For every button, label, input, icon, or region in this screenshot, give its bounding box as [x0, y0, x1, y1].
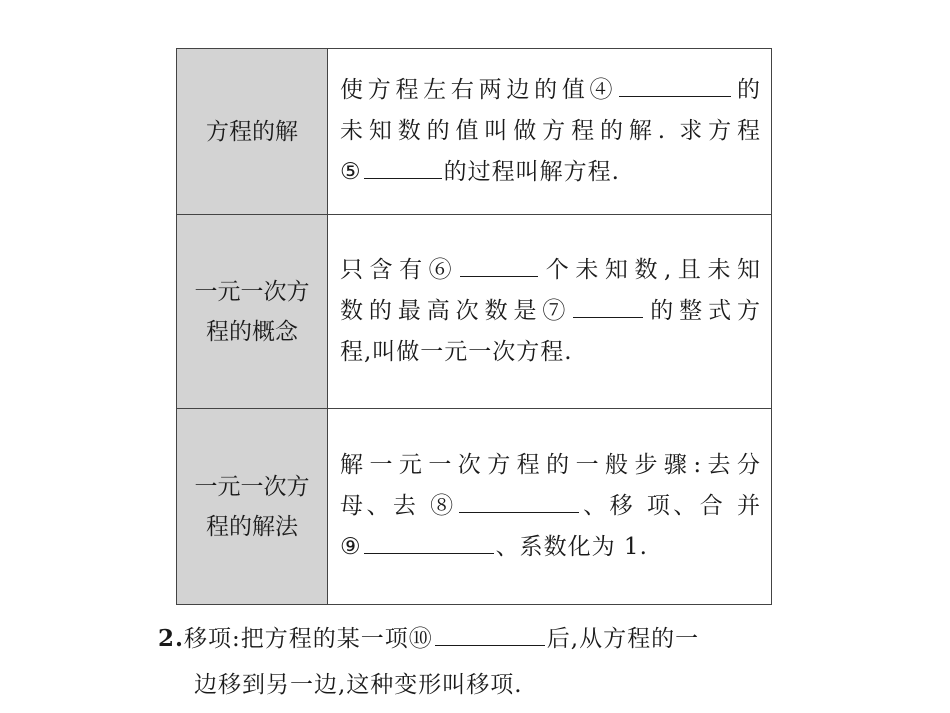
term-label: 方程的解 — [206, 118, 298, 145]
definition-cell — [328, 215, 772, 409]
definition-line: 解一元一次方程的一般步骤:去分 — [340, 452, 761, 478]
definition-text: 使方程左右两边的值④ — [340, 77, 618, 103]
definition-text: 的过程叫解方程. — [443, 159, 620, 185]
definition-cell — [328, 409, 772, 605]
term-label: 一元一次方 — [194, 473, 310, 500]
question-item-2 — [158, 616, 808, 708]
item-number: 2. — [158, 625, 185, 652]
definition-line — [340, 291, 761, 332]
fill-in-blank-4[interactable] — [619, 72, 731, 97]
term-label: 一元一次方 — [194, 278, 310, 305]
question-text: 移项:把方程的某一项⑩ — [184, 626, 433, 652]
fill-in-blank-5[interactable] — [364, 154, 442, 179]
fill-in-blank-7[interactable] — [573, 293, 643, 318]
term-label: 程的解法 — [206, 513, 298, 540]
definition-cell — [328, 49, 772, 215]
question-text: 后,从方程的一 — [546, 626, 700, 652]
table-row — [177, 215, 772, 409]
term-label: 程的概念 — [206, 318, 298, 345]
question-line — [158, 616, 808, 662]
question-line: 边移到另一边,这种变形叫移项. — [194, 672, 523, 698]
table-row — [177, 409, 772, 605]
definition-line — [340, 70, 761, 111]
definition-line — [340, 486, 761, 527]
definition-line — [340, 527, 761, 568]
definition-line — [340, 152, 761, 193]
definition-text: ⑤ — [340, 159, 362, 185]
definition-line: 程,叫做一元一次方程. — [340, 339, 573, 365]
definition-text: 的 — [733, 77, 762, 103]
definition-text: 、系数化为 1. — [495, 534, 648, 560]
table-row — [177, 49, 772, 215]
definition-line: 未知数的值叫做方程的解. 求方程 — [340, 118, 761, 144]
definition-text: 母、去 ⑧ — [340, 493, 457, 519]
definition-text: 个未知数,且未知 — [540, 257, 762, 283]
fill-in-blank-9[interactable] — [364, 529, 494, 554]
definition-text: 的整式方 — [645, 298, 762, 324]
definition-text: 只含有⑥ — [340, 257, 459, 283]
fill-in-blank-6[interactable] — [460, 252, 538, 277]
term-cell — [177, 49, 328, 215]
term-cell — [177, 409, 328, 605]
definition-text: 数的最高次数是⑦ — [340, 298, 572, 324]
definition-text: 、移 项、合 并 — [580, 493, 762, 519]
concept-table — [176, 48, 772, 605]
fill-in-blank-10[interactable] — [435, 621, 545, 646]
definition-line — [340, 250, 761, 291]
definition-text: ⑨ — [340, 534, 362, 560]
fill-in-blank-8[interactable] — [459, 488, 579, 513]
term-cell — [177, 215, 328, 409]
